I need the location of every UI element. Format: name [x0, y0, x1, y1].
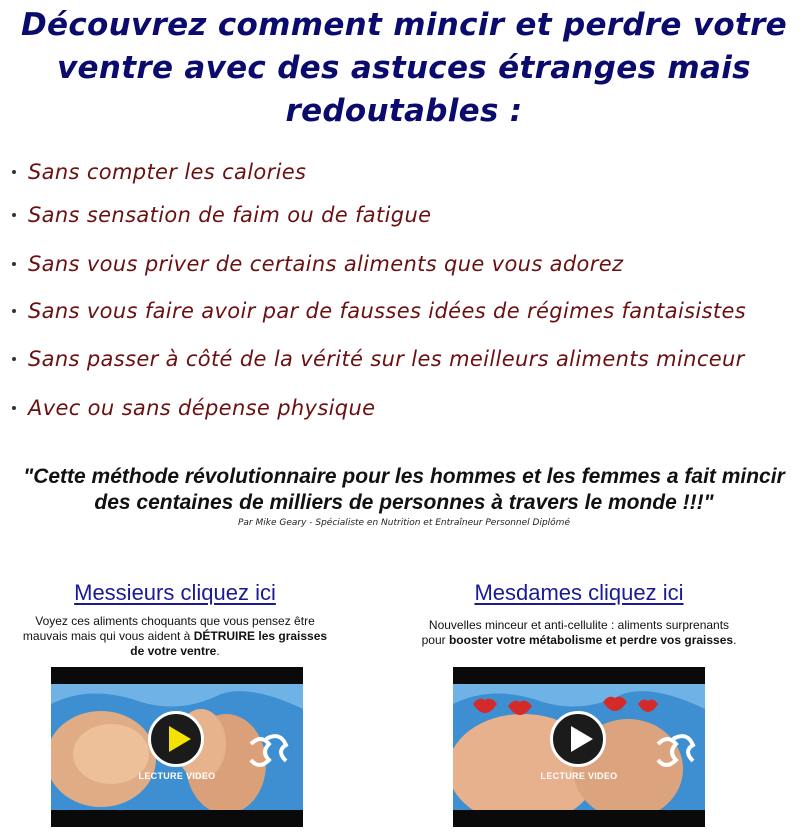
women-video-caption: LECTURE VIDEO	[540, 771, 618, 781]
men-desc-line-3: de votre ventre	[130, 644, 217, 658]
men-video-caption: LECTURE VIDEO	[138, 771, 216, 781]
women-desc-line-1: Nouvelles minceur et anti-cellulite : aliments surprenants	[428, 618, 730, 632]
bullet-icon	[12, 357, 16, 361]
benefit-item	[12, 395, 375, 421]
quote-line-1: "Cette méthode révolutionnaire pour les hommes et les femmes a fait mincir	[23, 465, 785, 488]
men-click-link[interactable]: Messieurs cliquez ici	[74, 580, 276, 605]
play-button[interactable]	[550, 711, 606, 767]
benefit-text: Sans passer à côté de la vérité sur les meilleurs aliments minceur	[28, 347, 745, 371]
headline-line-1: Découvrez comment mincir et perdre votre	[21, 7, 787, 43]
bullet-icon	[12, 309, 16, 313]
quote-line-2: des centaines de milliers de personnes à travers le monde !!!"	[94, 491, 714, 514]
benefit-text: Sans sensation de faim ou de fatigue	[28, 203, 432, 227]
headline-line-2: ventre avec des astuces étranges mais	[57, 50, 751, 86]
benefit-text: Avec ou sans dépense physique	[28, 396, 376, 420]
benefit-item	[12, 298, 746, 324]
quote-byline: Par Mike Geary - Spécialiste en Nutrition et Entraîneur Personnel Diplômé	[237, 518, 570, 528]
headline	[0, 4, 808, 133]
women-desc-emphasis: booster votre métabolisme et perdre vos graisses	[448, 633, 734, 647]
men-desc-period: .	[216, 644, 220, 658]
men-desc-line-1: Voyez ces aliments choquants que vous pensez être	[35, 614, 315, 628]
play-button[interactable]	[148, 711, 204, 767]
women-desc-line-2: pour	[421, 633, 449, 647]
play-icon	[571, 726, 593, 752]
play-icon	[169, 726, 191, 752]
women-click-link[interactable]: Mesdames cliquez ici	[474, 580, 684, 605]
men-offer-description	[5, 614, 345, 659]
women-video-player[interactable]	[453, 667, 705, 827]
benefit-item	[12, 202, 431, 228]
headline-line-3: redoutables :	[285, 93, 523, 129]
women-offer-description	[409, 618, 749, 648]
offer-women	[409, 580, 749, 648]
benefit-text: Sans vous faire avoir par de fausses idées de régimes fantaisistes	[28, 299, 747, 323]
benefit-text: Sans compter les calories	[28, 160, 307, 184]
bullet-icon	[12, 262, 16, 266]
bullet-icon	[12, 170, 16, 174]
offer-men	[5, 580, 345, 659]
testimonial-quote	[0, 464, 808, 516]
men-video-player[interactable]	[51, 667, 303, 827]
benefit-item	[12, 251, 623, 277]
benefit-text: Sans vous priver de certains aliments que vous adorez	[28, 252, 624, 276]
men-desc-emphasis: DÉTRUIRE les graisses	[193, 629, 328, 643]
bullet-icon	[12, 406, 16, 410]
benefit-item	[12, 159, 306, 185]
bullet-icon	[12, 213, 16, 217]
women-desc-period: .	[733, 633, 737, 647]
men-desc-line-2: mauvais mais qui vous aident à	[22, 629, 194, 643]
benefit-item	[12, 346, 745, 372]
